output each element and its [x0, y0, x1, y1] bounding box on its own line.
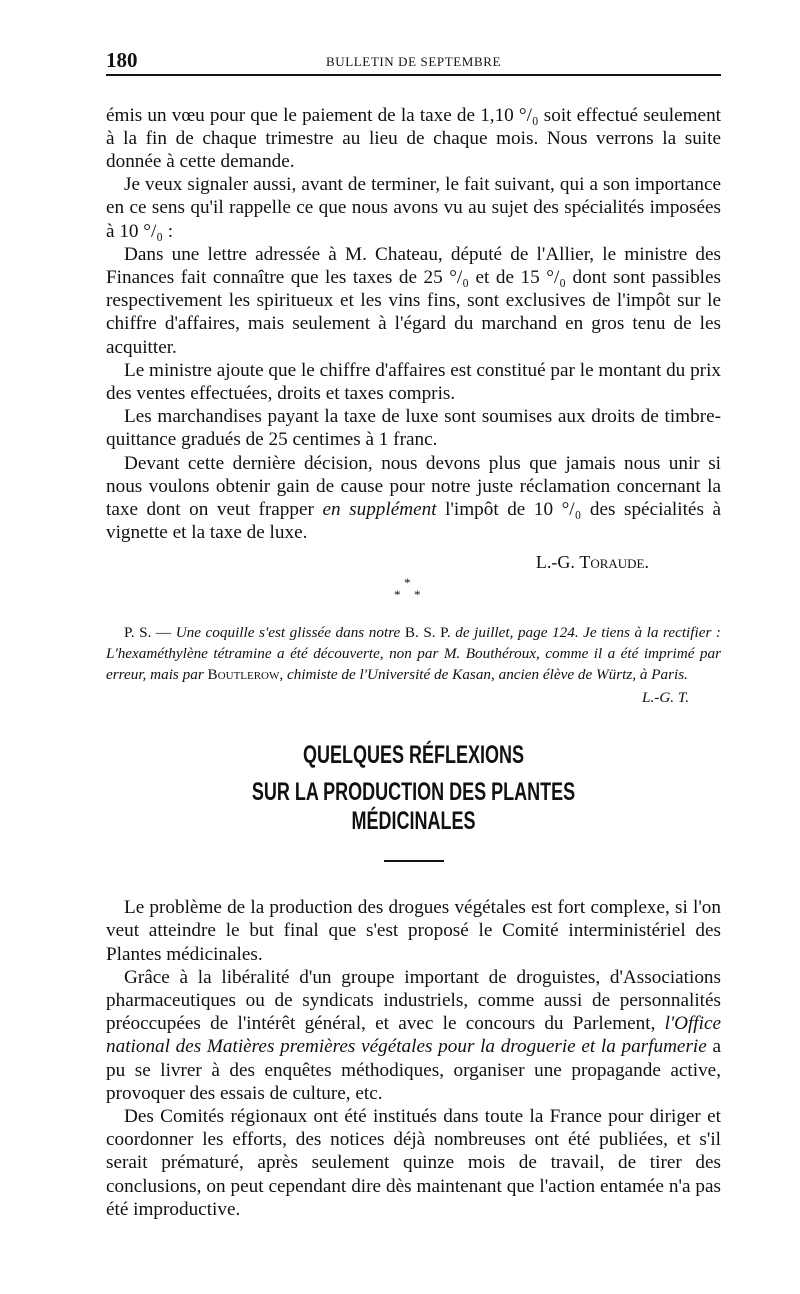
running-title: BULLETIN DE SEPTEMBRE	[325, 54, 502, 69]
page-number: 180	[106, 48, 138, 72]
title-rule	[384, 860, 444, 862]
paragraph: Le ministre ajoute que le chiffre d'affaires est constitué par le montant du prix des ventes effectuées, droits et taxes compris.	[106, 359, 721, 404]
emphasis: l'Office national des Matières premières végétales pour la droguerie et la parfumerie	[106, 1013, 721, 1058]
paragraph: Le problème de la production des drogues végétales est fort complexe, si l'on veut atteindre le but final que s'est proposé le Comité interministériel des Plantes médicinales.	[106, 897, 721, 965]
paragraph: Grâce à la libéralité d'un groupe important de droguistes, d'Associations pharmaceutiques ou de syndicats industriels, comme aussi de personnalités préoccupées de l'intérêt général, et avec le concours du Parlement, l'Office national des Matières premières végétales pour la droguerie et la parfumerie a pu se livrer à des enquêtes méthodiques, organiser une propagande active, provoquer des essais de culture, etc.	[106, 966, 721, 1104]
paragraph: Les marchandises payant la taxe de luxe sont soumises aux droits de timbre-quittance gradués de 25 centimes à 1 franc.	[106, 406, 721, 451]
asterisk: *	[404, 575, 411, 591]
postscript: P. S. — Une coquille s'est glissée dans notre B. S. P. de juillet, page 124. Je tiens à la rectifier : L'hexaméthylène tétramine a été découverte, non par M. Bouthéroux, comme il a été imprimé par erreur, mais par Boutlerow, chimiste de l'Université de Kasan, ancien élève de Würtz, à Paris.	[106, 624, 721, 683]
article-body	[106, 104, 721, 574]
title-line-2: SUR LA PRODUCTION DES PLANTES MÉDICINALES	[251, 778, 576, 836]
header-rule	[106, 74, 721, 76]
author-name: Toraude.	[579, 552, 649, 573]
document-page	[106, 40, 721, 1221]
paragraph: Je veux signaler aussi, avant de terminer, le fait suivant, qui a son importance en ce sens qu'il rappelle ce que nous avons vu au sujet des spécialités imposées à 10 °/₀ :	[106, 174, 721, 242]
article-title	[106, 741, 721, 836]
emphasis: en supplément	[322, 498, 437, 520]
asterisk: *	[414, 587, 421, 603]
paragraph: Devant cette dernière décision, nous devons plus que jamais nous unir si nous voulons obtenir gain de cause pour notre juste réclamation concernant la taxe dont on veut frapper en supplément l'impôt de 10 °/₀ des spécialités à vignette et la taxe de luxe.	[106, 452, 721, 544]
signature: L.-G. Toraude.	[535, 552, 649, 573]
paragraph: Des Comités régionaux ont été institués dans toute la France pour diriger et coordonner les efforts, des notices déjà nombreuses ont été publiées, et s'il serait prématuré, après seulement quinze mois de travail, de tirer des conclusions, on peut cependant dire dès maintenant que l'action entamée n'a pas été improductive.	[106, 1105, 721, 1220]
paragraph: émis un vœu pour que le paiement de la taxe de 1,10 °/₀ soit effectué seulement à la fin de chaque trimestre au lieu de chaque mois. Nous verrons la suite donnée à cette demande.	[106, 104, 721, 172]
page-header	[106, 40, 721, 70]
article2-body	[106, 896, 721, 1221]
asterisk: *	[394, 587, 401, 603]
title-line-1: QUELQUES RÉFLEXIONS	[302, 741, 525, 770]
asterism-separator	[106, 575, 721, 609]
postscript-signature: L.-G. T.	[642, 689, 689, 707]
person-name: Boutlerow	[207, 665, 280, 683]
paragraph: Dans une lettre adressée à M. Chateau, député de l'Allier, le ministre des Finances fait connaître que les taxes de 25 °/₀ et de 15 °/₀ dont sont passibles respectivement les spiritueux et les vins fins, sont exclusives de l'impôt sur le chiffre d'affaires, mais seulement à l'égard du marchand en gros tenu de les acquitter.	[106, 243, 721, 358]
